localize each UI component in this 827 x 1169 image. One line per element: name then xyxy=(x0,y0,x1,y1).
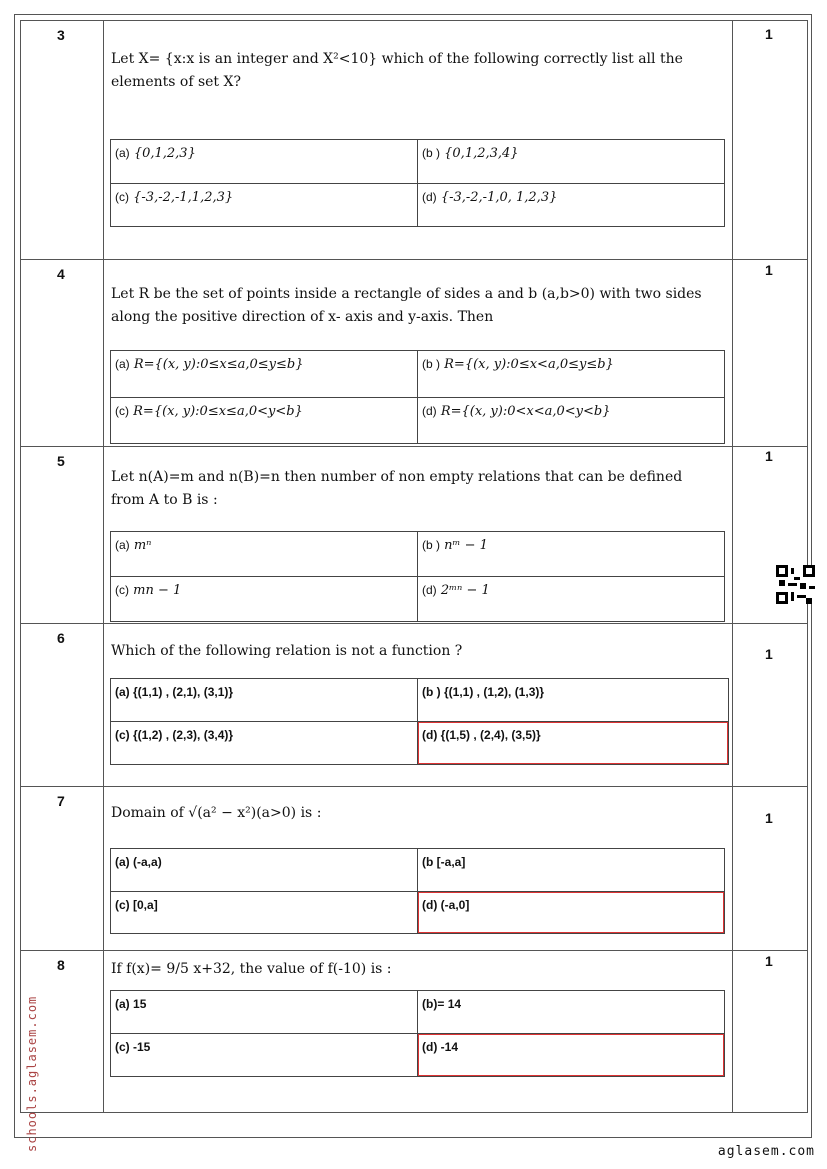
option-b[interactable] xyxy=(418,849,724,892)
option-label: (a) xyxy=(115,855,130,869)
question-number: 4 xyxy=(57,266,65,282)
option-label: (d) xyxy=(422,403,437,418)
option-value: 15 xyxy=(133,997,147,1011)
option-a[interactable] xyxy=(111,991,418,1034)
option-a[interactable] xyxy=(111,679,418,722)
options-table xyxy=(110,990,725,1077)
option-label: (b ) xyxy=(422,538,440,552)
option-value: 14 xyxy=(447,997,462,1011)
option-c[interactable] xyxy=(111,892,418,934)
row-divider xyxy=(20,950,808,951)
option-value: [-a,a] xyxy=(436,855,466,869)
option-value: -15 xyxy=(133,1040,151,1054)
option-value: {(1,5) , (2,4), (3,5)} xyxy=(440,728,541,742)
option-c[interactable] xyxy=(111,722,418,764)
option-label: (a) xyxy=(115,997,130,1011)
option-c[interactable] xyxy=(111,577,418,621)
option-label: (a) xyxy=(115,685,130,699)
option-b[interactable] xyxy=(418,532,724,577)
option-label: (a) xyxy=(115,146,130,160)
option-a[interactable] xyxy=(111,351,418,398)
option-label: (b ) xyxy=(422,146,440,160)
option-d[interactable] xyxy=(418,184,724,227)
option-label: (b xyxy=(422,855,434,869)
option-label: (a) xyxy=(115,357,130,371)
question-marks: 1 xyxy=(765,646,773,662)
option-c[interactable] xyxy=(111,398,418,444)
option-value: mn − 1 xyxy=(133,583,182,598)
options-table xyxy=(110,350,725,444)
question-text: Which of the following relation is not a function ? xyxy=(111,643,463,659)
option-label: (d) xyxy=(422,897,438,912)
option-label: (c) xyxy=(115,1040,130,1054)
option-value: R={(x, y):0<x<a,0<y<b} xyxy=(440,403,611,419)
option-value: mⁿ xyxy=(133,538,152,553)
question-text: Let X= {x:x is an integer and X²<10} which of the following correctly list all the elements of set X? xyxy=(111,51,683,90)
option-label: (d) xyxy=(422,189,437,204)
option-b[interactable] xyxy=(418,679,728,722)
option-label: (d) xyxy=(422,583,437,597)
option-c[interactable] xyxy=(111,184,418,227)
option-value: {-3,-2,-1,0, 1,2,3} xyxy=(440,189,558,205)
option-value: {(1,1) , (2,1), (3,1)} xyxy=(133,685,234,699)
options-table xyxy=(110,531,725,622)
option-b[interactable] xyxy=(418,351,724,398)
question-text: Domain of √(a² − x²)(a>0) is : xyxy=(111,805,322,821)
option-value: (-a,0] xyxy=(440,897,470,912)
option-d[interactable] xyxy=(418,577,724,621)
question-text: Let n(A)=m and n(B)=n then number of non empty relations that can be defined from A to B is : xyxy=(111,469,683,508)
option-value: {(1,1) , (1,2), (1,3)} xyxy=(444,685,545,699)
question-number: 7 xyxy=(57,793,65,809)
question-marks: 1 xyxy=(765,953,773,969)
options-table xyxy=(110,139,725,227)
question-number: 6 xyxy=(57,630,65,646)
option-label: (b ) xyxy=(422,357,440,371)
options-table xyxy=(110,678,729,765)
option-label: (d) xyxy=(422,1040,438,1054)
option-value: {0,1,2,3} xyxy=(133,146,196,161)
footer-site[interactable]: aglasem.com xyxy=(717,1144,815,1159)
option-label: (a) xyxy=(115,538,130,552)
option-b[interactable] xyxy=(418,991,724,1034)
question-marks: 1 xyxy=(765,262,773,278)
option-value: {-3,-2,-1,1,2,3} xyxy=(133,189,234,205)
option-label: (b ) xyxy=(422,685,441,699)
question-number: 8 xyxy=(57,957,65,973)
option-d[interactable] xyxy=(418,722,728,764)
option-d[interactable] xyxy=(418,1034,724,1076)
option-label: (c) xyxy=(115,897,130,912)
option-d[interactable] xyxy=(418,398,724,444)
options-table xyxy=(110,848,725,934)
question-marks: 1 xyxy=(765,448,773,464)
option-value: R={(x, y):0≤x≤a,0<y<b} xyxy=(133,403,303,419)
option-label: (c) xyxy=(115,583,129,597)
option-value: R={(x, y):0≤x<a,0≤y≤b} xyxy=(444,357,614,372)
option-value: [0,a] xyxy=(133,897,158,912)
option-a[interactable] xyxy=(111,532,418,577)
row-divider xyxy=(20,259,808,260)
option-a[interactable] xyxy=(111,140,418,184)
question-text: If f(x)= 9/5 x+32, the value of f(-10) is : xyxy=(111,961,392,977)
row-divider xyxy=(20,446,808,447)
option-value: nᵐ − 1 xyxy=(444,538,488,553)
question-number: 3 xyxy=(57,27,65,43)
option-value: R={(x, y):0≤x≤a,0≤y≤b} xyxy=(133,357,304,372)
option-value: {(1,2) , (2,3), (3,4)} xyxy=(133,728,234,742)
option-a[interactable] xyxy=(111,849,418,892)
watermark: schools.aglasem.com xyxy=(25,995,39,1152)
option-label: (d) xyxy=(422,728,438,742)
option-d[interactable] xyxy=(418,892,724,934)
option-label: (b)= xyxy=(422,997,445,1011)
option-label: (c) xyxy=(115,189,129,204)
option-value: 2ᵐⁿ − 1 xyxy=(440,583,490,598)
question-text: Let R be the set of points inside a rectangle of sides a and b (a,b>0) with two sides along the positive direction of x- axis and y-axis. Then xyxy=(111,286,702,325)
option-b[interactable] xyxy=(418,140,724,184)
option-c[interactable] xyxy=(111,1034,418,1076)
question-marks: 1 xyxy=(765,810,773,826)
option-value: (-a,a) xyxy=(133,855,162,869)
qr-code-icon xyxy=(776,565,815,604)
option-label: (c) xyxy=(115,403,129,418)
question-number: 5 xyxy=(57,453,65,469)
row-divider xyxy=(20,786,808,787)
option-value: -14 xyxy=(440,1040,459,1054)
question-marks: 1 xyxy=(765,26,773,42)
option-value: {0,1,2,3,4} xyxy=(444,146,519,161)
row-divider xyxy=(20,623,808,624)
option-label: (c) xyxy=(115,728,130,742)
